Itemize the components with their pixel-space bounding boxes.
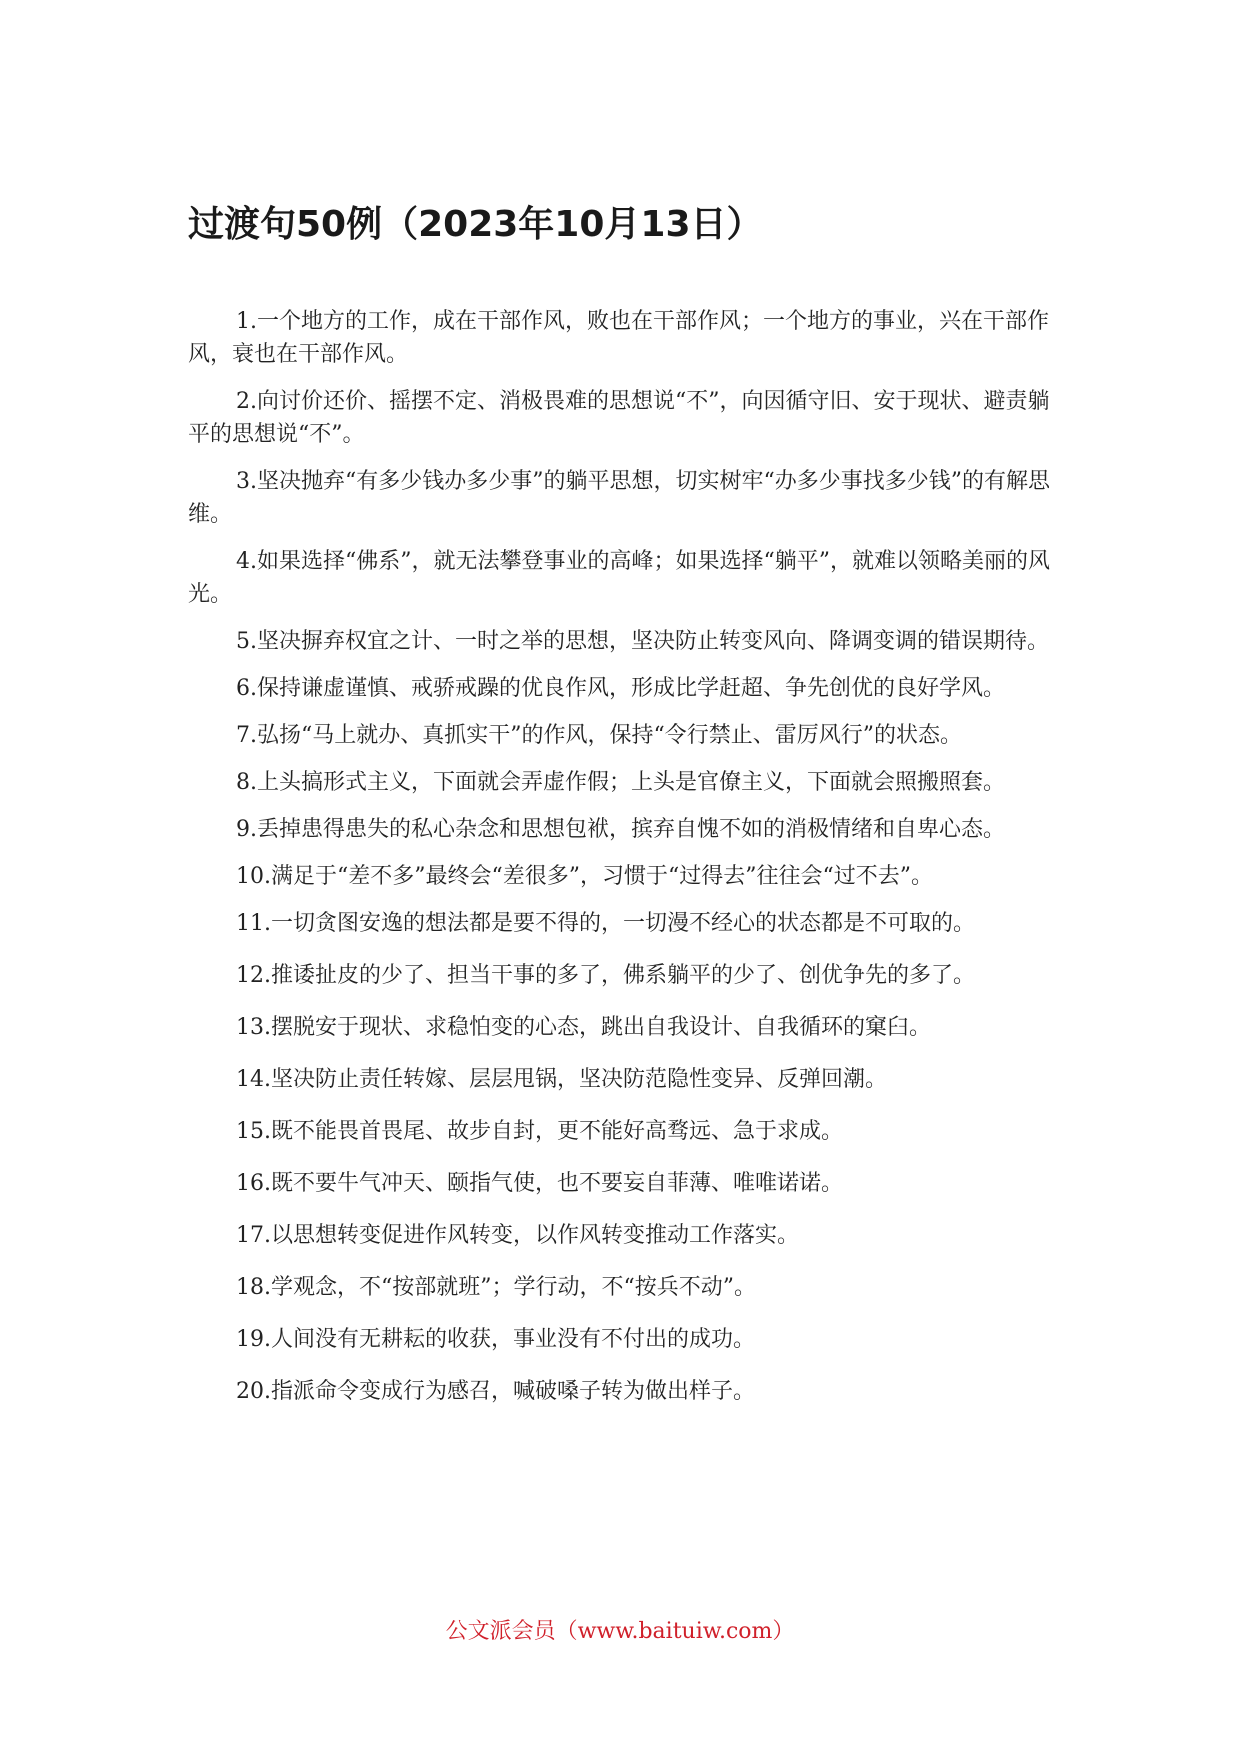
- footer-watermark-text: 公文派会员（www.baituiw.com）: [445, 1619, 795, 1644]
- list-item: 18.学观念，不“按部就班”；学行动，不“按兵不动”。: [236, 1275, 756, 1300]
- list-item: 2.向讨价还价、摇摆不定、消极畏难的思想说“不”，向因循守旧、安于现状、避责躺平的思想说“不”。: [188, 389, 1050, 447]
- list-item: 20.指派命令变成行为感召，喊破嗓子转为做出样子。: [236, 1379, 755, 1404]
- list-item: 4.如果选择“佛系”，就无法攀登事业的高峰；如果选择“躺平”，就难以领略美丽的风光。: [188, 549, 1050, 607]
- list-item: 10.满足于“差不多”最终会“差很多”，习惯于“过得去”往往会“过不去”。: [236, 864, 933, 889]
- list-item: 7.弘扬“马上就办、真抓实干”的作风，保持“令行禁止、雷厉风行”的状态。: [236, 723, 962, 748]
- list-item: 1.一个地方的工作，成在干部作风，败也在干部作风；一个地方的事业，兴在干部作风，衰也在干部作风。: [188, 309, 1049, 367]
- sentence-list: [188, 305, 1068, 1427]
- list-item: 14.坚决防止责任转嫁、层层甩锅，坚决防范隐性变异、反弹回潮。: [236, 1067, 887, 1092]
- list-item: 17.以思想转变促进作风转变，以作风转变推动工作落实。: [236, 1223, 799, 1248]
- list-item: 11.一切贪图安逸的想法都是要不得的，一切漫不经心的状态都是不可取的。: [236, 911, 975, 936]
- list-item: 5.坚决摒弃权宜之计、一时之举的思想，坚决防止转变风向、降调变调的错误期待。: [236, 629, 1049, 654]
- list-item: 13.摆脱安于现状、求稳怕变的心态，跳出自我设计、自我循环的窠臼。: [236, 1015, 931, 1040]
- list-item: 6.保持谦虚谨慎、戒骄戒躁的优良作风，形成比学赶超、争先创优的良好学风。: [236, 676, 1005, 701]
- page-title: 过渡句50例（2023年10月13日）: [188, 204, 763, 245]
- list-item: 3.坚决抛弃“有多少钱办多少事”的躺平思想，切实树牢“办多少事找多少钱”的有解思维。: [188, 469, 1050, 527]
- list-item: 9.丢掉患得患失的私心杂念和思想包袱，摈弃自愧不如的消极情绪和自卑心态。: [236, 817, 1005, 842]
- list-item: 16.既不要牛气冲天、颐指气使，也不要妄自菲薄、唯唯诺诺。: [236, 1171, 843, 1196]
- list-item: 8.上头搞形式主义，下面就会弄虚作假；上头是官僚主义，下面就会照搬照套。: [236, 770, 1005, 795]
- list-item: 12.推诿扯皮的少了、担当干事的多了，佛系躺平的少了、创优争先的多了。: [236, 963, 975, 988]
- list-item: 19.人间没有无耕耘的收获，事业没有不付出的成功。: [236, 1327, 755, 1352]
- list-item: 15.既不能畏首畏尾、故步自封，更不能好高骛远、急于求成。: [236, 1119, 843, 1144]
